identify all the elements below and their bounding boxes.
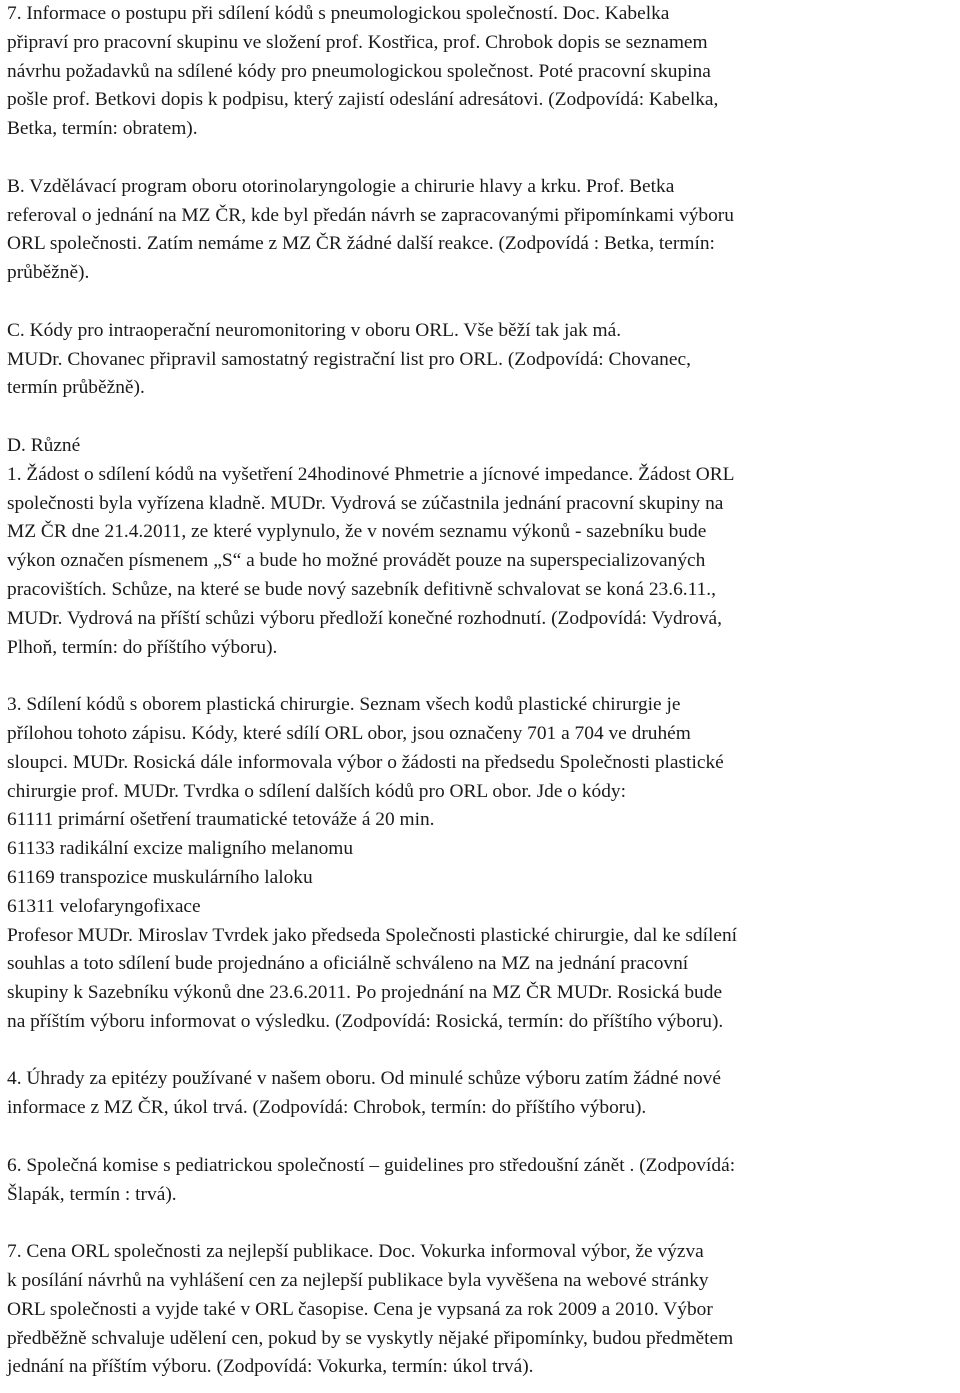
text-line: MUDr. Vydrová na příští schůzi výboru předloží konečné rozhodnutí. (Zodpovídá: Vydrová,	[7, 607, 722, 629]
text-line: ORL společnosti. Zatím nemáme z MZ ČR žádné další reakce. (Zodpovídá : Betka, termín:	[7, 233, 715, 255]
text-line: k posílání návrhů na vyhlášení cen za nejlepší publikace byla vyvěšena na webové stránky	[7, 1270, 709, 1292]
text-line: pošle prof. Betkovi dopis k podpisu, který zajistí odeslání adresátovi. (Zodpovídá: Kabelka,	[7, 89, 719, 111]
section-heading-line: B. Vzdělávací program oboru otorinolaryngologie a chirurie hlavy a krku. Prof. Betka	[7, 175, 675, 197]
text-line: 7. Informace o postupu při sdílení kódů s pneumologickou společností. Doc. Kabelka	[7, 3, 670, 24]
text-line: skupiny k Sazebníku výkonů dne 23.6.2011. Po projednání na MZ ČR MUDr. Rosická bude	[7, 982, 723, 1004]
paragraph-vzdelavaci-program	[7, 173, 957, 288]
text-line: výkon označen písmenem „S“ a bude ho možné provádět pouze na superspecializovaných	[7, 550, 706, 572]
text-line: 6. Společná komise s pediatrickou společností – guidelines pro středoušní zánět . (Zodpovídá:	[7, 1154, 736, 1176]
paragraph-uhrady-epitezy	[7, 1065, 957, 1123]
paragraph-cena-orl	[7, 1238, 957, 1382]
text-line: Betka, termín: obratem).	[7, 118, 198, 140]
text-line: Šlapák, termín : trvá).	[7, 1183, 177, 1205]
paragraph-ruzne	[7, 432, 957, 662]
text-line: společnosti byla vyřízena kladně. MUDr. Vydrová se zúčastnila jednání pracovní skupiny na	[7, 492, 724, 514]
text-line: souhlas a toto sdílení bude projednáno a oficiálně schváleno na MZ na jednání pracovní	[7, 953, 689, 975]
text-line: průběžně).	[7, 262, 90, 284]
paragraph-informace-pneumologicka	[7, 0, 957, 144]
text-line: na příštím výboru informovat o výsledku. (Zodpovídá: Rosická, termín: do příštího výboru).	[7, 1010, 724, 1032]
text-line: návrhu požadavků na sdílené kódy pro pneumologickou společnost. Poté pracovní skupina	[7, 60, 711, 82]
text-line: termín průběžně).	[7, 377, 145, 399]
text-line: Plhoň, termín: do příštího výboru).	[7, 636, 278, 658]
text-line: připraví pro pracovní skupinu ve složení prof. Kostřica, prof. Chrobok dopis se seznamem	[7, 31, 708, 53]
text-line: 3. Sdílení kódů s oborem plastická chirurgie. Seznam všech kodů plastické chirurgie je	[7, 694, 681, 716]
section-heading-line: C. Kódy pro intraoperační neuromonitoring v oboru ORL. Vše běží tak jak má.	[7, 319, 622, 341]
text-line: 7. Cena ORL společnosti za nejlepší publikace. Doc. Vokurka informoval výbor, že výzva	[7, 1241, 704, 1263]
text-line: jednání na příštím výboru. (Zodpovídá: Vokurka, termín: úkol trvá).	[7, 1356, 534, 1378]
text-line: MUDr. Chovanec připravil samostatný registrační list pro ORL. (Zodpovídá: Chovanec,	[7, 348, 691, 370]
text-line: Profesor MUDr. Miroslav Tvrdek jako předseda Společnosti plastické chirurgie, dal ke sdílení	[7, 924, 738, 946]
text-line: MZ ČR dne 21.4.2011, ze které vyplynulo, že v novém seznamu výkonů - sazebníku bude	[7, 521, 707, 543]
text-line: referoval o jednání na MZ ČR, kde byl předán návrh se zapracovanými připomínkami výboru	[7, 204, 734, 226]
text-line: přílohou tohoto zápisu. Kódy, které sdílí ORL obor, jsou označeny 701 a 704 ve druhém	[7, 722, 691, 744]
text-line: informace z MZ ČR, úkol trvá. (Zodpovídá: Chrobok, termín: do příštího výboru).	[7, 1097, 647, 1119]
document-page	[7, 0, 957, 1382]
paragraph-kody-neuromonitoring	[7, 317, 957, 403]
text-line: sloupci. MUDr. Rosická dále informovala výbor o žádosti na předsedu Společnosti plastické	[7, 751, 724, 773]
text-line: 4. Úhrady za epitézy používané v našem oboru. Od minulé schůze výboru zatím žádné nové	[7, 1068, 721, 1090]
code-list-item: 61111 primární ošetření traumatické tetováže á 20 min.	[7, 809, 435, 831]
paragraph-plasticka-chirurgie	[7, 691, 957, 1037]
text-line: ORL společnosti a vyjde také v ORL časopise. Cena je vypsaná za rok 2009 a 2010. Výbor	[7, 1298, 713, 1320]
code-list-item: 61311 velofaryngofixace	[7, 895, 201, 917]
text-line: chirurgie prof. MUDr. Tvrdka o sdílení dalších kódů pro ORL obor. Jde o kódy:	[7, 780, 626, 802]
paragraph-spolecna-komise	[7, 1152, 957, 1210]
text-line: předběžně schvaluje udělení cen, pokud by se vyskytly nějaké připomínky, budou předmětem	[7, 1327, 734, 1349]
code-list-item: 61169 transpozice muskulárního laloku	[7, 866, 313, 888]
section-heading-line: D. Různé	[7, 434, 81, 456]
code-list-item: 61133 radikální excize maligního melanomu	[7, 838, 354, 860]
text-line: pracovištích. Schůze, na které se bude nový sazebník defitivně schvalovat se koná 23.6.11.,	[7, 578, 716, 600]
text-line: 1. Žádost o sdílení kódů na vyšetření 24hodinové Phmetrie a jícnové impedance. Žádost ORL	[7, 463, 735, 485]
